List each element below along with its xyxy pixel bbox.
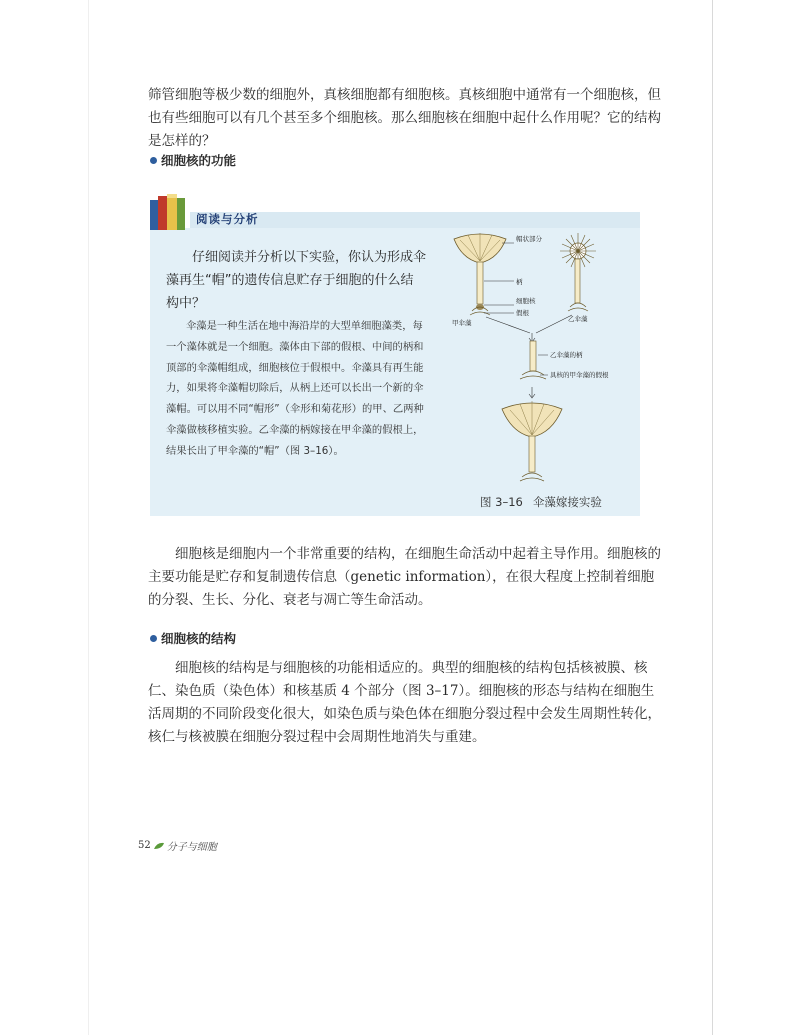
label-algae-a: 甲伞藻: [452, 319, 472, 327]
intro-paragraph: 筛管细胞等极少数的细胞外，真核细胞都有细胞核。真核细胞中通常有一个细胞核，但也有些细胞可以有几个甚至多个细胞核。那么细胞核在细胞中起什么作用呢？它的结构是怎样的？: [148, 87, 661, 149]
page-number: 52: [138, 840, 151, 851]
result-algae-drawing: [502, 401, 562, 481]
label-stalk-b: 乙伞藻的柄: [550, 351, 583, 359]
label-stalk: 柄: [516, 278, 523, 286]
structure-paragraph: 细胞核的结构是与细胞核的功能相适应的。典型的细胞核的结构包括核被膜、核仁、染色质（染色体）和核基质 4 个部分（图 3–17）。细胞核的形态与结构在细胞生活周期的不同阶段变化很大，如染色质与染色体在细胞分裂过程中会发生周期性转化，核仁与核被膜在细胞分裂过程中会周期性地消失与重建。: [148, 660, 661, 745]
page-edge-left: [88, 0, 89, 1035]
page-footer: [138, 838, 217, 853]
box-title: 阅读与分析: [196, 212, 259, 226]
page-edge-right: [712, 0, 713, 1035]
function-paragraph: 细胞核是细胞内一个非常重要的结构，在细胞生命活动中起着主导作用。细胞核的主要功能是贮存和复制遗传信息（genetic information），在很大程度上控制着细胞的分裂、生长、分化、衰老与凋亡等生命活动。: [148, 546, 661, 608]
label-rhizoid-a: 具核的甲伞藻的假根: [550, 371, 609, 379]
bullet-icon: [150, 157, 157, 164]
figure-caption: [480, 494, 612, 510]
books-icon: [148, 190, 188, 232]
box-question: 仔细阅读并分析以下实验，你认为形成伞藻再生“帽”的遗传信息贮存于细胞的什么结构中？: [166, 250, 427, 311]
label-algae-b: 乙伞藻: [568, 315, 588, 323]
box-description: 伞藻是一种生活在地中海沿岸的大型单细胞藻类，每一个藻体就是一个细胞。藻体由下部的假根、中间的柄和顶部的伞藻帽组成，细胞核位于假根中。伞藻具有再生能力，如果将伞藻帽切除后，从柄上还可以长出一个新的伞藻帽。可以用不同“帽形”（伞形和菊花形）的甲、乙两种伞藻做核移植实验。乙伞藻的柄嫁接在甲伞藻的假根上，结果长出了甲伞藻的“帽”（图 3–16）。: [166, 320, 424, 457]
section-heading-function-text: 细胞核的功能: [161, 153, 237, 168]
algae-a-drawing: [454, 233, 506, 315]
algae-b-drawing: [560, 233, 596, 311]
figure-number: 图 3–16: [480, 495, 523, 509]
figure-title: 伞藻嫁接实验: [532, 495, 602, 509]
label-rhizoid: 假根: [516, 309, 529, 317]
bullet-icon: [150, 635, 157, 642]
label-nucleus: 细胞核: [516, 297, 536, 305]
section-heading-structure: [150, 629, 236, 647]
book-title: 分子与细胞: [166, 842, 217, 853]
grafting-experiment-figure: [440, 229, 640, 499]
section-heading-structure-text: 细胞核的结构: [161, 631, 237, 646]
label-cap: 帽状部分: [516, 235, 542, 243]
section-heading-function: [150, 151, 236, 169]
leaf-icon: [154, 842, 164, 850]
